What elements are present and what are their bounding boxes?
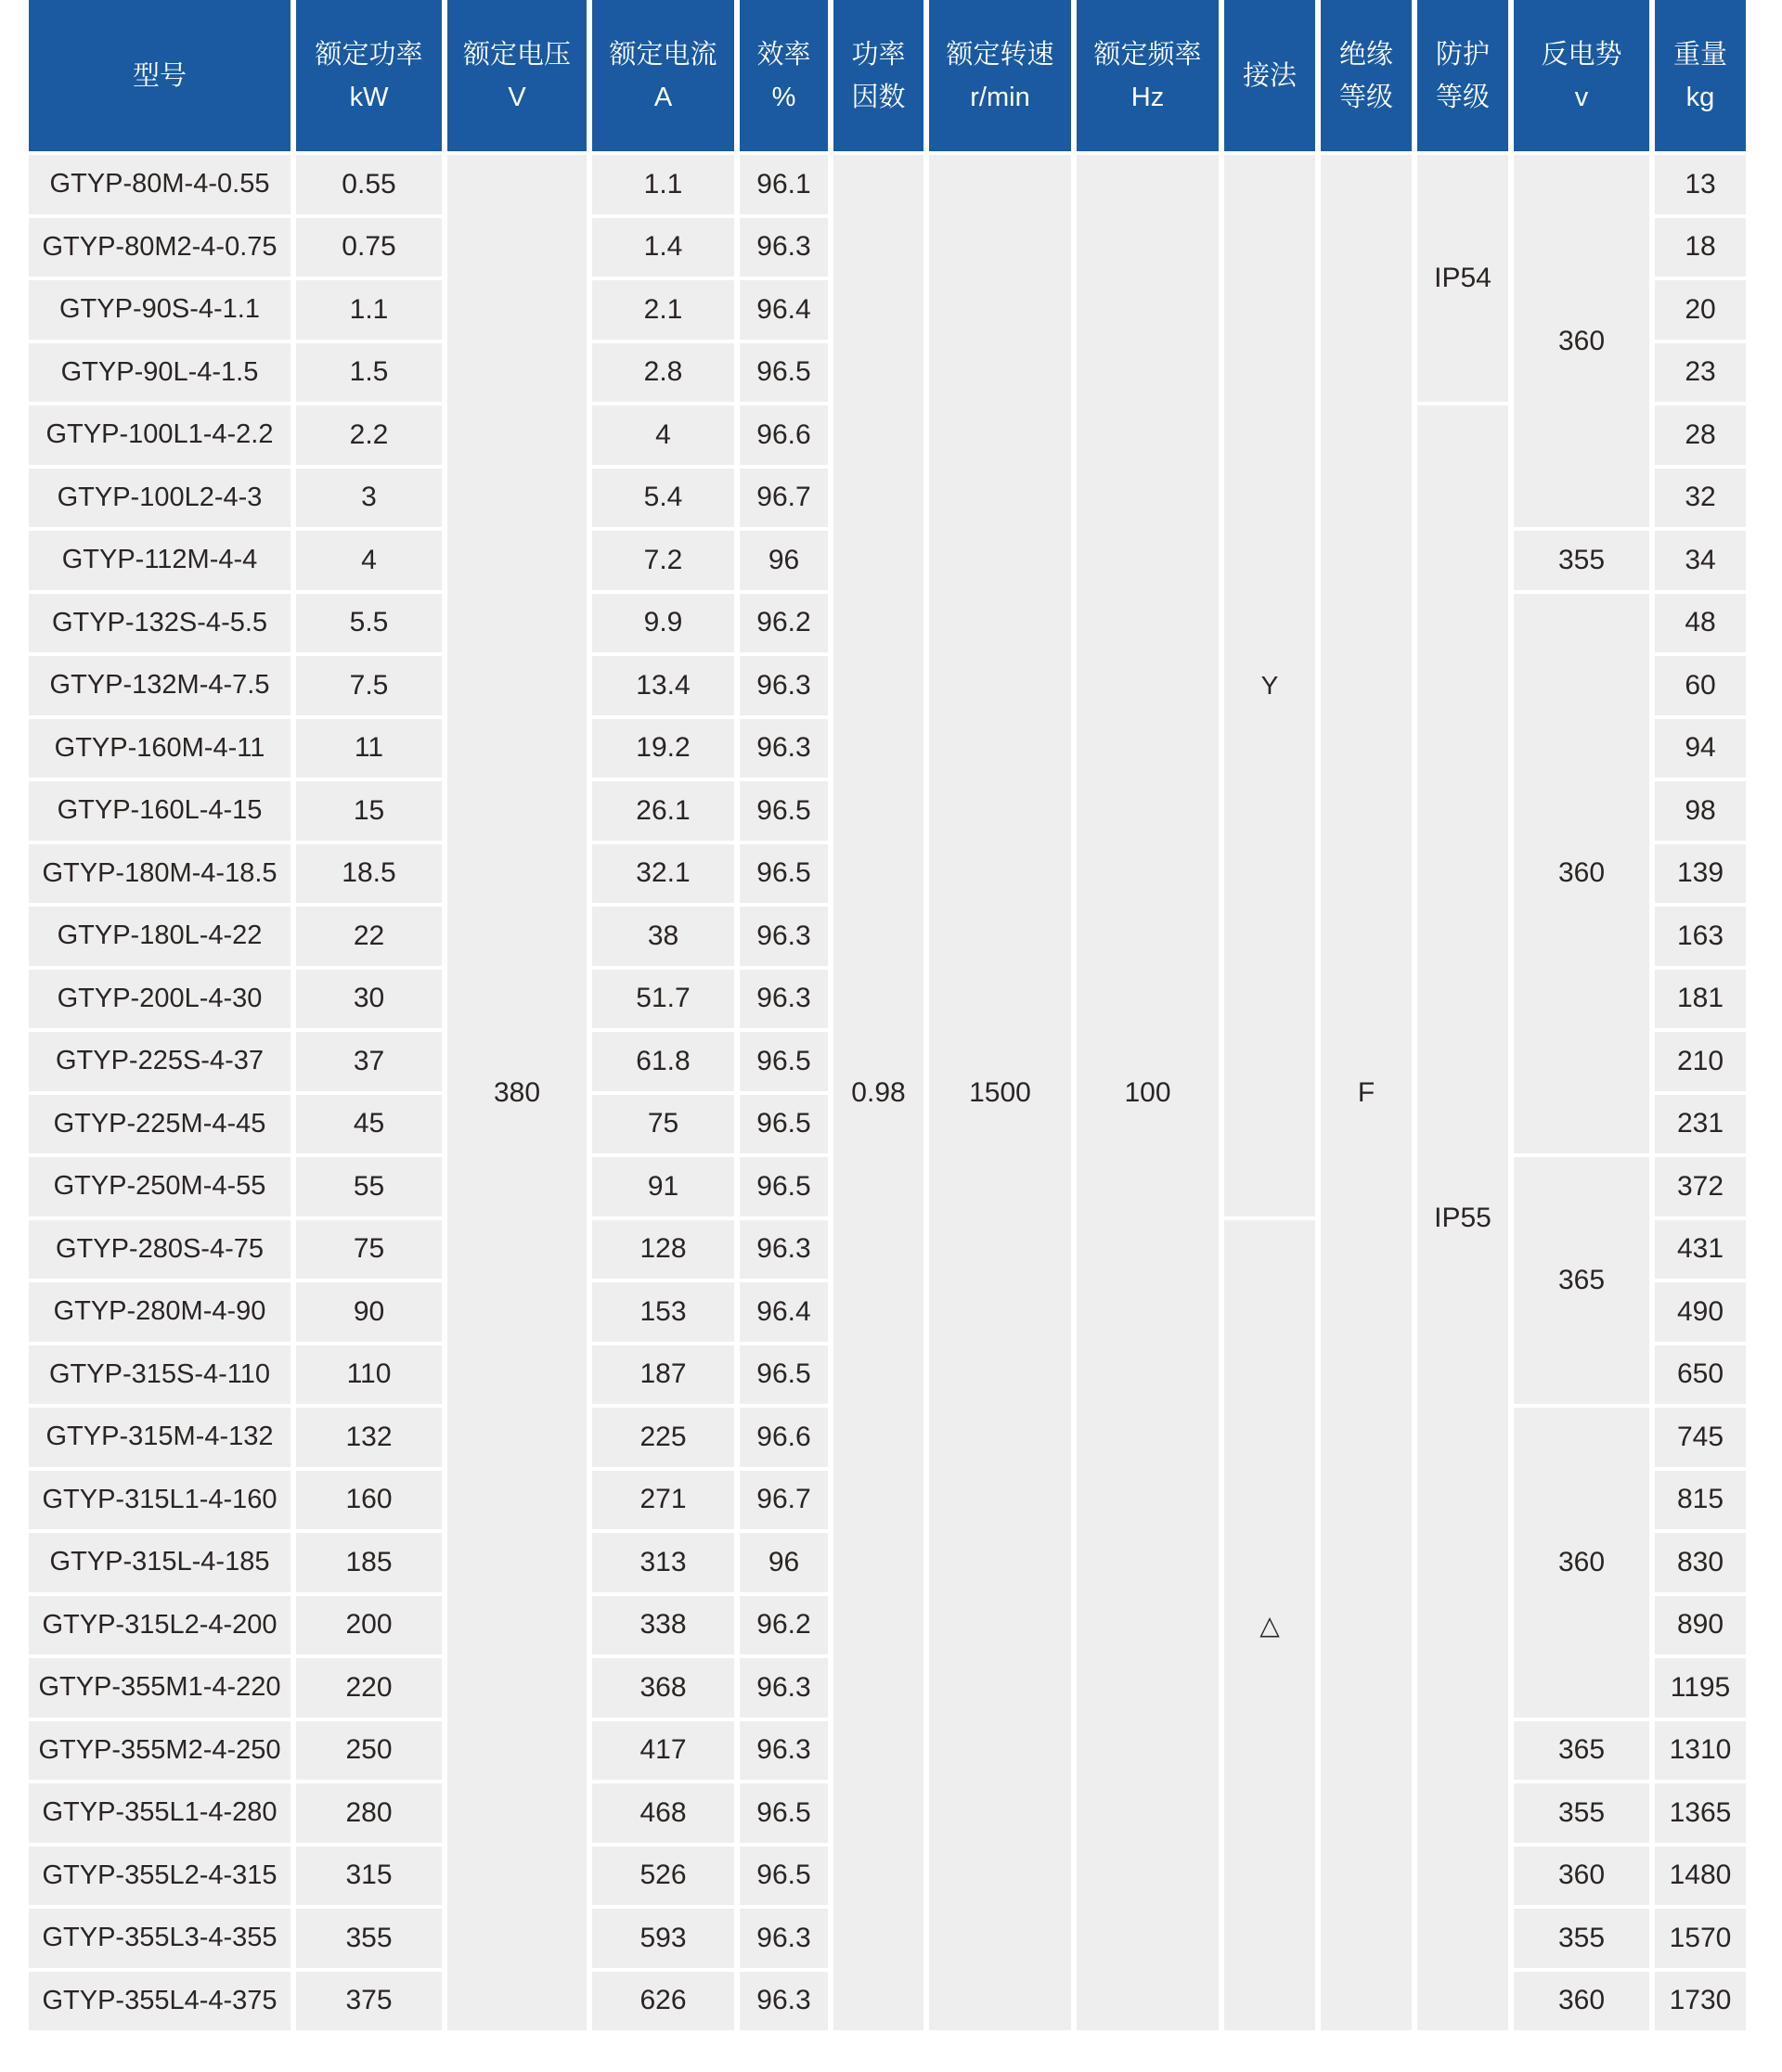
header-rated-power bbox=[296, 0, 442, 151]
efficiency-cell: 96.5 bbox=[740, 781, 828, 841]
header-sublabel: kg bbox=[1685, 82, 1715, 112]
current-cell: 19.2 bbox=[592, 719, 734, 779]
back-emf-cell: 360 bbox=[1514, 1847, 1649, 1906]
model-cell: GTYP-80M-4-0.55 bbox=[29, 155, 291, 214]
header-rated-current bbox=[592, 0, 734, 151]
current-cell: 313 bbox=[592, 1533, 734, 1592]
efficiency-cell: 96.3 bbox=[740, 1220, 828, 1280]
back-emf-cell: 365 bbox=[1514, 1157, 1649, 1404]
header-label: 绝缘 bbox=[1338, 39, 1393, 70]
power-cell: 1.5 bbox=[296, 343, 442, 403]
header-sublabel: 等级 bbox=[1435, 82, 1490, 112]
current-cell: 593 bbox=[592, 1909, 734, 1968]
frequency-cell: 100 bbox=[1077, 155, 1219, 2030]
efficiency-cell: 96.7 bbox=[740, 1471, 828, 1530]
back-emf-cell: 360 bbox=[1514, 1972, 1649, 2031]
current-cell: 153 bbox=[592, 1282, 734, 1342]
back-emf-cell: 355 bbox=[1514, 1909, 1649, 1968]
model-cell: GTYP-315L-4-185 bbox=[29, 1533, 291, 1592]
weight-cell: 181 bbox=[1655, 970, 1746, 1029]
header-sublabel: V bbox=[508, 82, 526, 112]
efficiency-cell: 96.3 bbox=[740, 1972, 828, 2031]
model-cell: GTYP-315L1-4-160 bbox=[29, 1471, 291, 1530]
protection-class-cell: IP55 bbox=[1417, 405, 1508, 2030]
header-connection bbox=[1224, 0, 1315, 151]
model-cell: GTYP-315M-4-132 bbox=[29, 1408, 291, 1467]
current-cell: 187 bbox=[592, 1345, 734, 1405]
current-cell: 4 bbox=[592, 405, 734, 465]
protection-class-cell: IP54 bbox=[1417, 155, 1508, 402]
header-rated-voltage bbox=[447, 0, 587, 151]
header-label: 效率 bbox=[756, 39, 811, 70]
model-cell: GTYP-90L-4-1.5 bbox=[29, 343, 291, 403]
current-cell: 128 bbox=[592, 1220, 734, 1280]
weight-cell: 34 bbox=[1655, 531, 1746, 590]
weight-cell: 890 bbox=[1655, 1596, 1746, 1655]
weight-cell: 490 bbox=[1655, 1282, 1746, 1342]
weight-cell: 210 bbox=[1655, 1032, 1746, 1091]
model-cell: GTYP-200L-4-30 bbox=[29, 970, 291, 1029]
efficiency-cell: 96.3 bbox=[740, 1658, 828, 1718]
header-label: 额定电流 bbox=[609, 39, 717, 70]
efficiency-cell: 96.3 bbox=[740, 970, 828, 1029]
power-cell: 0.55 bbox=[296, 155, 442, 214]
power-cell: 220 bbox=[296, 1658, 442, 1718]
efficiency-cell: 96.6 bbox=[740, 405, 828, 465]
back-emf-cell: 365 bbox=[1514, 1721, 1649, 1781]
model-cell: GTYP-100L2-4-3 bbox=[29, 469, 291, 528]
weight-cell: 431 bbox=[1655, 1220, 1746, 1280]
efficiency-cell: 96.5 bbox=[740, 1095, 828, 1154]
model-cell: GTYP-225M-4-45 bbox=[29, 1095, 291, 1154]
power-cell: 75 bbox=[296, 1220, 442, 1280]
efficiency-cell: 96.5 bbox=[740, 844, 828, 904]
header-label: 防护 bbox=[1435, 39, 1490, 70]
weight-cell: 23 bbox=[1655, 343, 1746, 403]
header-sublabel: 因数 bbox=[851, 82, 906, 112]
power-cell: 4 bbox=[296, 531, 442, 590]
header-label: 额定电压 bbox=[462, 39, 571, 70]
power-cell: 11 bbox=[296, 719, 442, 779]
weight-cell: 60 bbox=[1655, 656, 1746, 715]
current-cell: 61.8 bbox=[592, 1032, 734, 1091]
model-cell: GTYP-112M-4-4 bbox=[29, 531, 291, 590]
power-cell: 18.5 bbox=[296, 844, 442, 904]
current-cell: 1.4 bbox=[592, 218, 734, 277]
table-header bbox=[29, 0, 1746, 151]
model-cell: GTYP-315L2-4-200 bbox=[29, 1596, 291, 1655]
weight-cell: 1480 bbox=[1655, 1847, 1746, 1906]
power-cell: 7.5 bbox=[296, 656, 442, 715]
power-cell: 315 bbox=[296, 1847, 442, 1906]
efficiency-cell: 96 bbox=[740, 531, 828, 590]
weight-cell: 18 bbox=[1655, 218, 1746, 277]
power-cell: 15 bbox=[296, 781, 442, 841]
power-cell: 110 bbox=[296, 1345, 442, 1405]
power-cell: 200 bbox=[296, 1596, 442, 1655]
current-cell: 32.1 bbox=[592, 844, 734, 904]
weight-cell: 139 bbox=[1655, 844, 1746, 904]
current-cell: 338 bbox=[592, 1596, 734, 1655]
weight-cell: 1570 bbox=[1655, 1909, 1746, 1968]
header-rated-frequency bbox=[1077, 0, 1219, 151]
back-emf-cell: 360 bbox=[1514, 1408, 1649, 1718]
current-cell: 468 bbox=[592, 1783, 734, 1843]
efficiency-cell: 96.5 bbox=[740, 1157, 828, 1216]
efficiency-cell: 96.5 bbox=[740, 343, 828, 403]
power-cell: 132 bbox=[296, 1408, 442, 1467]
model-cell: GTYP-180L-4-22 bbox=[29, 907, 291, 966]
current-cell: 51.7 bbox=[592, 970, 734, 1029]
power-cell: 375 bbox=[296, 1972, 442, 2031]
header-label: 额定转速 bbox=[946, 39, 1054, 70]
model-cell: GTYP-180M-4-18.5 bbox=[29, 844, 291, 904]
header-sublabel: A bbox=[653, 82, 673, 112]
header-efficiency bbox=[740, 0, 828, 151]
model-cell: GTYP-280S-4-75 bbox=[29, 1220, 291, 1280]
current-cell: 2.8 bbox=[592, 343, 734, 403]
header-model bbox=[29, 0, 291, 151]
current-cell: 91 bbox=[592, 1157, 734, 1216]
model-cell: GTYP-225S-4-37 bbox=[29, 1032, 291, 1091]
weight-cell: 372 bbox=[1655, 1157, 1746, 1216]
weight-cell: 231 bbox=[1655, 1095, 1746, 1154]
header-sublabel: 等级 bbox=[1338, 82, 1393, 112]
efficiency-cell: 96.1 bbox=[740, 155, 828, 214]
header-label: 反电势 bbox=[1541, 39, 1622, 70]
weight-cell: 48 bbox=[1655, 594, 1746, 653]
connection-cell: Y bbox=[1224, 155, 1315, 1216]
header-weight bbox=[1655, 0, 1746, 151]
model-cell: GTYP-100L1-4-2.2 bbox=[29, 405, 291, 465]
connection-cell: △ bbox=[1224, 1220, 1315, 2031]
header-label: 重量 bbox=[1672, 39, 1727, 70]
weight-cell: 745 bbox=[1655, 1408, 1746, 1467]
header-row bbox=[29, 0, 1746, 151]
efficiency-cell: 96.3 bbox=[740, 1721, 828, 1781]
table-body bbox=[29, 155, 1746, 2030]
back-emf-cell: 355 bbox=[1514, 531, 1649, 590]
weight-cell: 94 bbox=[1655, 719, 1746, 779]
header-sublabel: kW bbox=[349, 82, 389, 112]
insulation-class-cell: F bbox=[1321, 155, 1412, 2030]
model-cell: GTYP-355L3-4-355 bbox=[29, 1909, 291, 1968]
current-cell: 1.1 bbox=[592, 155, 734, 214]
current-cell: 26.1 bbox=[592, 781, 734, 841]
header-sublabel: v bbox=[1574, 82, 1589, 112]
weight-cell: 163 bbox=[1655, 907, 1746, 966]
power-cell: 37 bbox=[296, 1032, 442, 1091]
current-cell: 417 bbox=[592, 1721, 734, 1781]
efficiency-cell: 96.2 bbox=[740, 1596, 828, 1655]
table-row bbox=[29, 155, 1746, 214]
power-cell: 2.2 bbox=[296, 405, 442, 465]
power-cell: 185 bbox=[296, 1533, 442, 1592]
header-rated-speed bbox=[929, 0, 1071, 151]
weight-cell: 20 bbox=[1655, 280, 1746, 340]
header-label: 功率 bbox=[851, 39, 906, 70]
model-cell: GTYP-250M-4-55 bbox=[29, 1157, 291, 1216]
efficiency-cell: 96.6 bbox=[740, 1408, 828, 1467]
model-cell: GTYP-160L-4-15 bbox=[29, 781, 291, 841]
weight-cell: 1195 bbox=[1655, 1658, 1746, 1718]
model-cell: GTYP-90S-4-1.1 bbox=[29, 280, 291, 340]
speed-cell: 1500 bbox=[929, 155, 1071, 2030]
motor-spec-table bbox=[23, 0, 1751, 2034]
efficiency-cell: 96.3 bbox=[740, 1909, 828, 1968]
weight-cell: 32 bbox=[1655, 469, 1746, 528]
power-cell: 3 bbox=[296, 469, 442, 528]
efficiency-cell: 96.3 bbox=[740, 719, 828, 779]
efficiency-cell: 96.3 bbox=[740, 218, 828, 277]
back-emf-cell: 360 bbox=[1514, 594, 1649, 1154]
efficiency-cell: 96.5 bbox=[740, 1783, 828, 1843]
weight-cell: 1310 bbox=[1655, 1721, 1746, 1781]
header-sublabel: r/min bbox=[970, 82, 1030, 112]
power-cell: 160 bbox=[296, 1471, 442, 1530]
power-cell: 280 bbox=[296, 1783, 442, 1843]
model-cell: GTYP-315S-4-110 bbox=[29, 1345, 291, 1405]
model-cell: GTYP-355L2-4-315 bbox=[29, 1847, 291, 1906]
power-cell: 45 bbox=[296, 1095, 442, 1154]
weight-cell: 1730 bbox=[1655, 1972, 1746, 2031]
header-sublabel: % bbox=[771, 82, 796, 112]
header-insulation-class bbox=[1321, 0, 1412, 151]
model-cell: GTYP-355M2-4-250 bbox=[29, 1721, 291, 1781]
weight-cell: 815 bbox=[1655, 1471, 1746, 1530]
power-cell: 90 bbox=[296, 1282, 442, 1342]
header-label: 型号 bbox=[132, 60, 187, 91]
efficiency-cell: 96.4 bbox=[740, 1282, 828, 1342]
power-cell: 5.5 bbox=[296, 594, 442, 653]
weight-cell: 13 bbox=[1655, 155, 1746, 214]
weight-cell: 1365 bbox=[1655, 1783, 1746, 1843]
model-cell: GTYP-80M2-4-0.75 bbox=[29, 218, 291, 277]
header-protection-class bbox=[1417, 0, 1508, 151]
power-cell: 355 bbox=[296, 1909, 442, 1968]
model-cell: GTYP-132S-4-5.5 bbox=[29, 594, 291, 653]
current-cell: 271 bbox=[592, 1471, 734, 1530]
model-cell: GTYP-355L4-4-375 bbox=[29, 1972, 291, 2031]
current-cell: 38 bbox=[592, 907, 734, 966]
efficiency-cell: 96.2 bbox=[740, 594, 828, 653]
efficiency-cell: 96.5 bbox=[740, 1847, 828, 1906]
current-cell: 2.1 bbox=[592, 280, 734, 340]
efficiency-cell: 96 bbox=[740, 1533, 828, 1592]
weight-cell: 28 bbox=[1655, 405, 1746, 465]
model-cell: GTYP-132M-4-7.5 bbox=[29, 656, 291, 715]
header-back-emf bbox=[1514, 0, 1649, 151]
power-cell: 30 bbox=[296, 970, 442, 1029]
current-cell: 13.4 bbox=[592, 656, 734, 715]
efficiency-cell: 96.5 bbox=[740, 1345, 828, 1405]
current-cell: 75 bbox=[592, 1095, 734, 1154]
current-cell: 9.9 bbox=[592, 594, 734, 653]
power-cell: 0.75 bbox=[296, 218, 442, 277]
efficiency-cell: 96.4 bbox=[740, 280, 828, 340]
efficiency-cell: 96.7 bbox=[740, 469, 828, 528]
current-cell: 7.2 bbox=[592, 531, 734, 590]
current-cell: 225 bbox=[592, 1408, 734, 1467]
back-emf-cell: 355 bbox=[1514, 1783, 1649, 1843]
current-cell: 5.4 bbox=[592, 469, 734, 528]
power-factor-cell: 0.98 bbox=[833, 155, 923, 2030]
weight-cell: 830 bbox=[1655, 1533, 1746, 1592]
current-cell: 368 bbox=[592, 1658, 734, 1718]
weight-cell: 98 bbox=[1655, 781, 1746, 841]
efficiency-cell: 96.3 bbox=[740, 656, 828, 715]
header-label: 额定功率 bbox=[315, 39, 423, 70]
power-cell: 55 bbox=[296, 1157, 442, 1216]
header-sublabel: Hz bbox=[1130, 82, 1165, 112]
model-cell: GTYP-355L1-4-280 bbox=[29, 1783, 291, 1843]
header-label: 额定频率 bbox=[1093, 39, 1202, 70]
efficiency-cell: 96.3 bbox=[740, 907, 828, 966]
power-cell: 22 bbox=[296, 907, 442, 966]
power-cell: 250 bbox=[296, 1721, 442, 1781]
voltage-cell: 380 bbox=[447, 155, 587, 2030]
current-cell: 626 bbox=[592, 1972, 734, 2031]
back-emf-cell: 360 bbox=[1514, 155, 1649, 527]
header-power-factor bbox=[833, 0, 923, 151]
power-cell: 1.1 bbox=[296, 280, 442, 340]
header-label: 接法 bbox=[1242, 60, 1297, 91]
model-cell: GTYP-160M-4-11 bbox=[29, 719, 291, 779]
model-cell: GTYP-280M-4-90 bbox=[29, 1282, 291, 1342]
efficiency-cell: 96.5 bbox=[740, 1032, 828, 1091]
weight-cell: 650 bbox=[1655, 1345, 1746, 1405]
current-cell: 526 bbox=[592, 1847, 734, 1906]
model-cell: GTYP-355M1-4-220 bbox=[29, 1658, 291, 1718]
